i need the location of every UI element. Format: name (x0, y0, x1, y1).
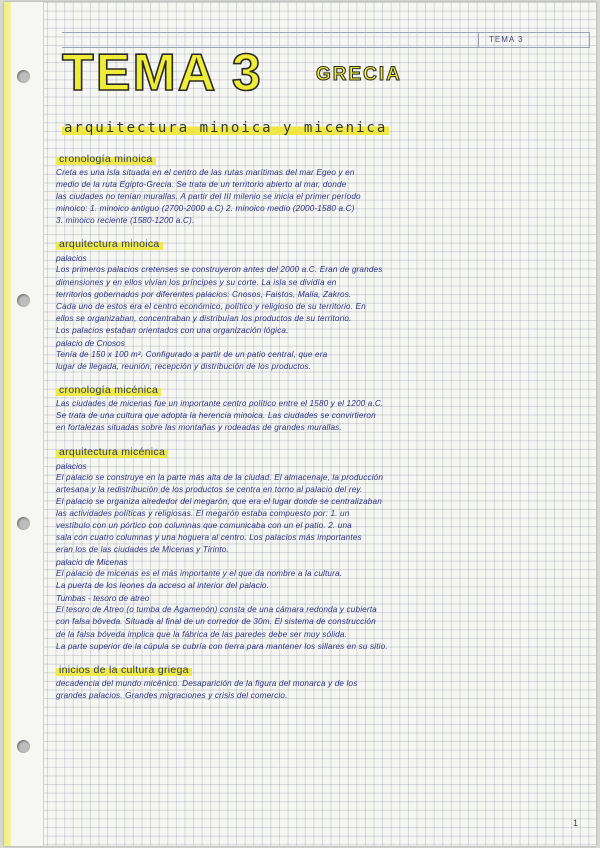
note-line: Los primeros palacios cretenses se construyeron antes del 2000 a.C. Eran de grandes (56, 265, 383, 275)
note-line: vestíbulo con un pórtico con columnas que comunicaba con un el patio. 2. una (56, 520, 352, 530)
subheading: palacio de Micenas (56, 557, 128, 568)
note-line: medio de la ruta Egipto-Grecia. Se trata de un territorio abierto al mar, donde (56, 180, 347, 190)
binder-hole (17, 740, 30, 753)
note-line: dimensiones y en ellos vivían los príncipes y su corte. La isla se dividía en (56, 277, 337, 287)
note-line: en fortalezas situadas sobre las montañas y rodeadas de grandes murallas. (56, 423, 342, 433)
note-section (56, 660, 588, 702)
binder-hole (17, 70, 30, 83)
note-line: Tenía de 150 x 100 m². Configurado a partir de un patio central, que era (56, 350, 328, 360)
note-line: El palacio se organiza alrededor del megarón, que era el lugar donde se centralizaban (56, 496, 382, 506)
note-line: artesana y la redistribución de los productos se centra en torno al palacio del rey. (56, 484, 363, 494)
page-edge-highlight (4, 2, 11, 846)
note-line: Cada uno de estos era el centro económico, político y religioso de su territorio. En (56, 301, 366, 311)
notebook-page (4, 2, 596, 846)
section-heading: cronología minoica (56, 153, 156, 165)
note-line: grandes palacios. Grandes migraciones y crisis del comercio. (56, 690, 288, 700)
section-heading: arquitectura micénica (56, 446, 168, 458)
topic-label: TEMA 3 (489, 35, 524, 44)
note-line: con falsa bóveda. Situada al final de un corredor de 30m. El sistema de construcción (56, 617, 376, 627)
main-heading-text: arquitectura minoica y micenica (64, 120, 388, 136)
main-heading (62, 120, 389, 136)
note-line: sala con cuatro columnas y una hoguera al centro. Los palacios más importantes (56, 532, 362, 542)
note-line: Se trata de una cultura que adopta la herencia minoica. Las ciudades se convirtieron (56, 411, 376, 421)
note-line: territorios gobernados por diferentes palacios: Cnosos, Faistos, Malia, Zakros. (56, 289, 352, 299)
page-margin (4, 2, 44, 846)
note-section (56, 380, 588, 434)
subheading: palacios (56, 253, 87, 264)
note-line: El palacio de micenas es el más importante y el que da nombre a la cultura. (56, 569, 343, 579)
page-title: TEMA 3 (62, 44, 263, 102)
note-section (56, 234, 588, 373)
note-line: La parte superior de la cúpula se cubría con tierra para mantener los sillares en su sitio. (56, 641, 388, 651)
note-line: las ciudades no tenían murallas. A partir del III milenio se inicia el primer período (56, 192, 361, 202)
note-section (56, 149, 588, 227)
section-heading: inicios de la cultura griega (56, 664, 192, 676)
note-line: El palacio se construye en la parte más alta de la ciudad. El almacenaje, la producción (56, 472, 384, 482)
section-heading: arquitectura minoica (56, 238, 163, 250)
note-line: decadencia del mundo micénico. Desaparición de la figura del monarca y de los (56, 678, 358, 688)
note-line: Las ciudades de micenas fue un importante centro político entre el 1580 y el 1200 a.C. (56, 399, 384, 409)
note-line: de la falsa bóveda implica que la fábrica de las paredes debe ser muy sólida. (56, 629, 347, 639)
page-number: 1 (572, 818, 578, 828)
note-line: lugar de llegada, reunión, recepción y distribución de los productos. (56, 362, 312, 372)
note-line: Los palacios estaban orientados con una organización lógica. (56, 325, 289, 335)
topic-label-box (478, 32, 590, 48)
section-heading: cronología micénica (56, 384, 161, 396)
notes-body (56, 149, 588, 709)
note-line: El tesoro de Atreo (o tumba de Agamenón) consta de una cámara redonda y cubierta (56, 605, 377, 615)
note-line: 3. minoico reciente (1580-1200 a.C). (56, 216, 195, 226)
page-subtitle: GRECIA (316, 64, 402, 85)
note-line: ellos se organizaban, concentraban y distribuían los productos de su territorio. (56, 313, 352, 323)
binder-hole (17, 517, 30, 530)
subheading: palacio de Cnosos (56, 338, 125, 349)
note-line: Creta es una isla situada en el centro de las rutas marítimas del mar Egeo y en (56, 168, 355, 177)
note-line: minoico: 1. minoico antiguo (2700-2000 a.C) 2. minoico medio (2000-1580 a.C) (56, 204, 355, 214)
note-line: La puerta de los leones da acceso al interior del palacio. (56, 581, 270, 591)
note-line: las actividades políticas y religiosas. El megarón estaba compuesto por: 1. un (56, 508, 350, 518)
subheading: palacios (56, 460, 87, 471)
note-section (56, 442, 588, 653)
binder-hole (17, 294, 30, 307)
subheading: Tumbas - tesoro de atreo (56, 593, 150, 604)
note-line: eran los de las ciudades de Micenas y Tirinto. (56, 545, 229, 555)
